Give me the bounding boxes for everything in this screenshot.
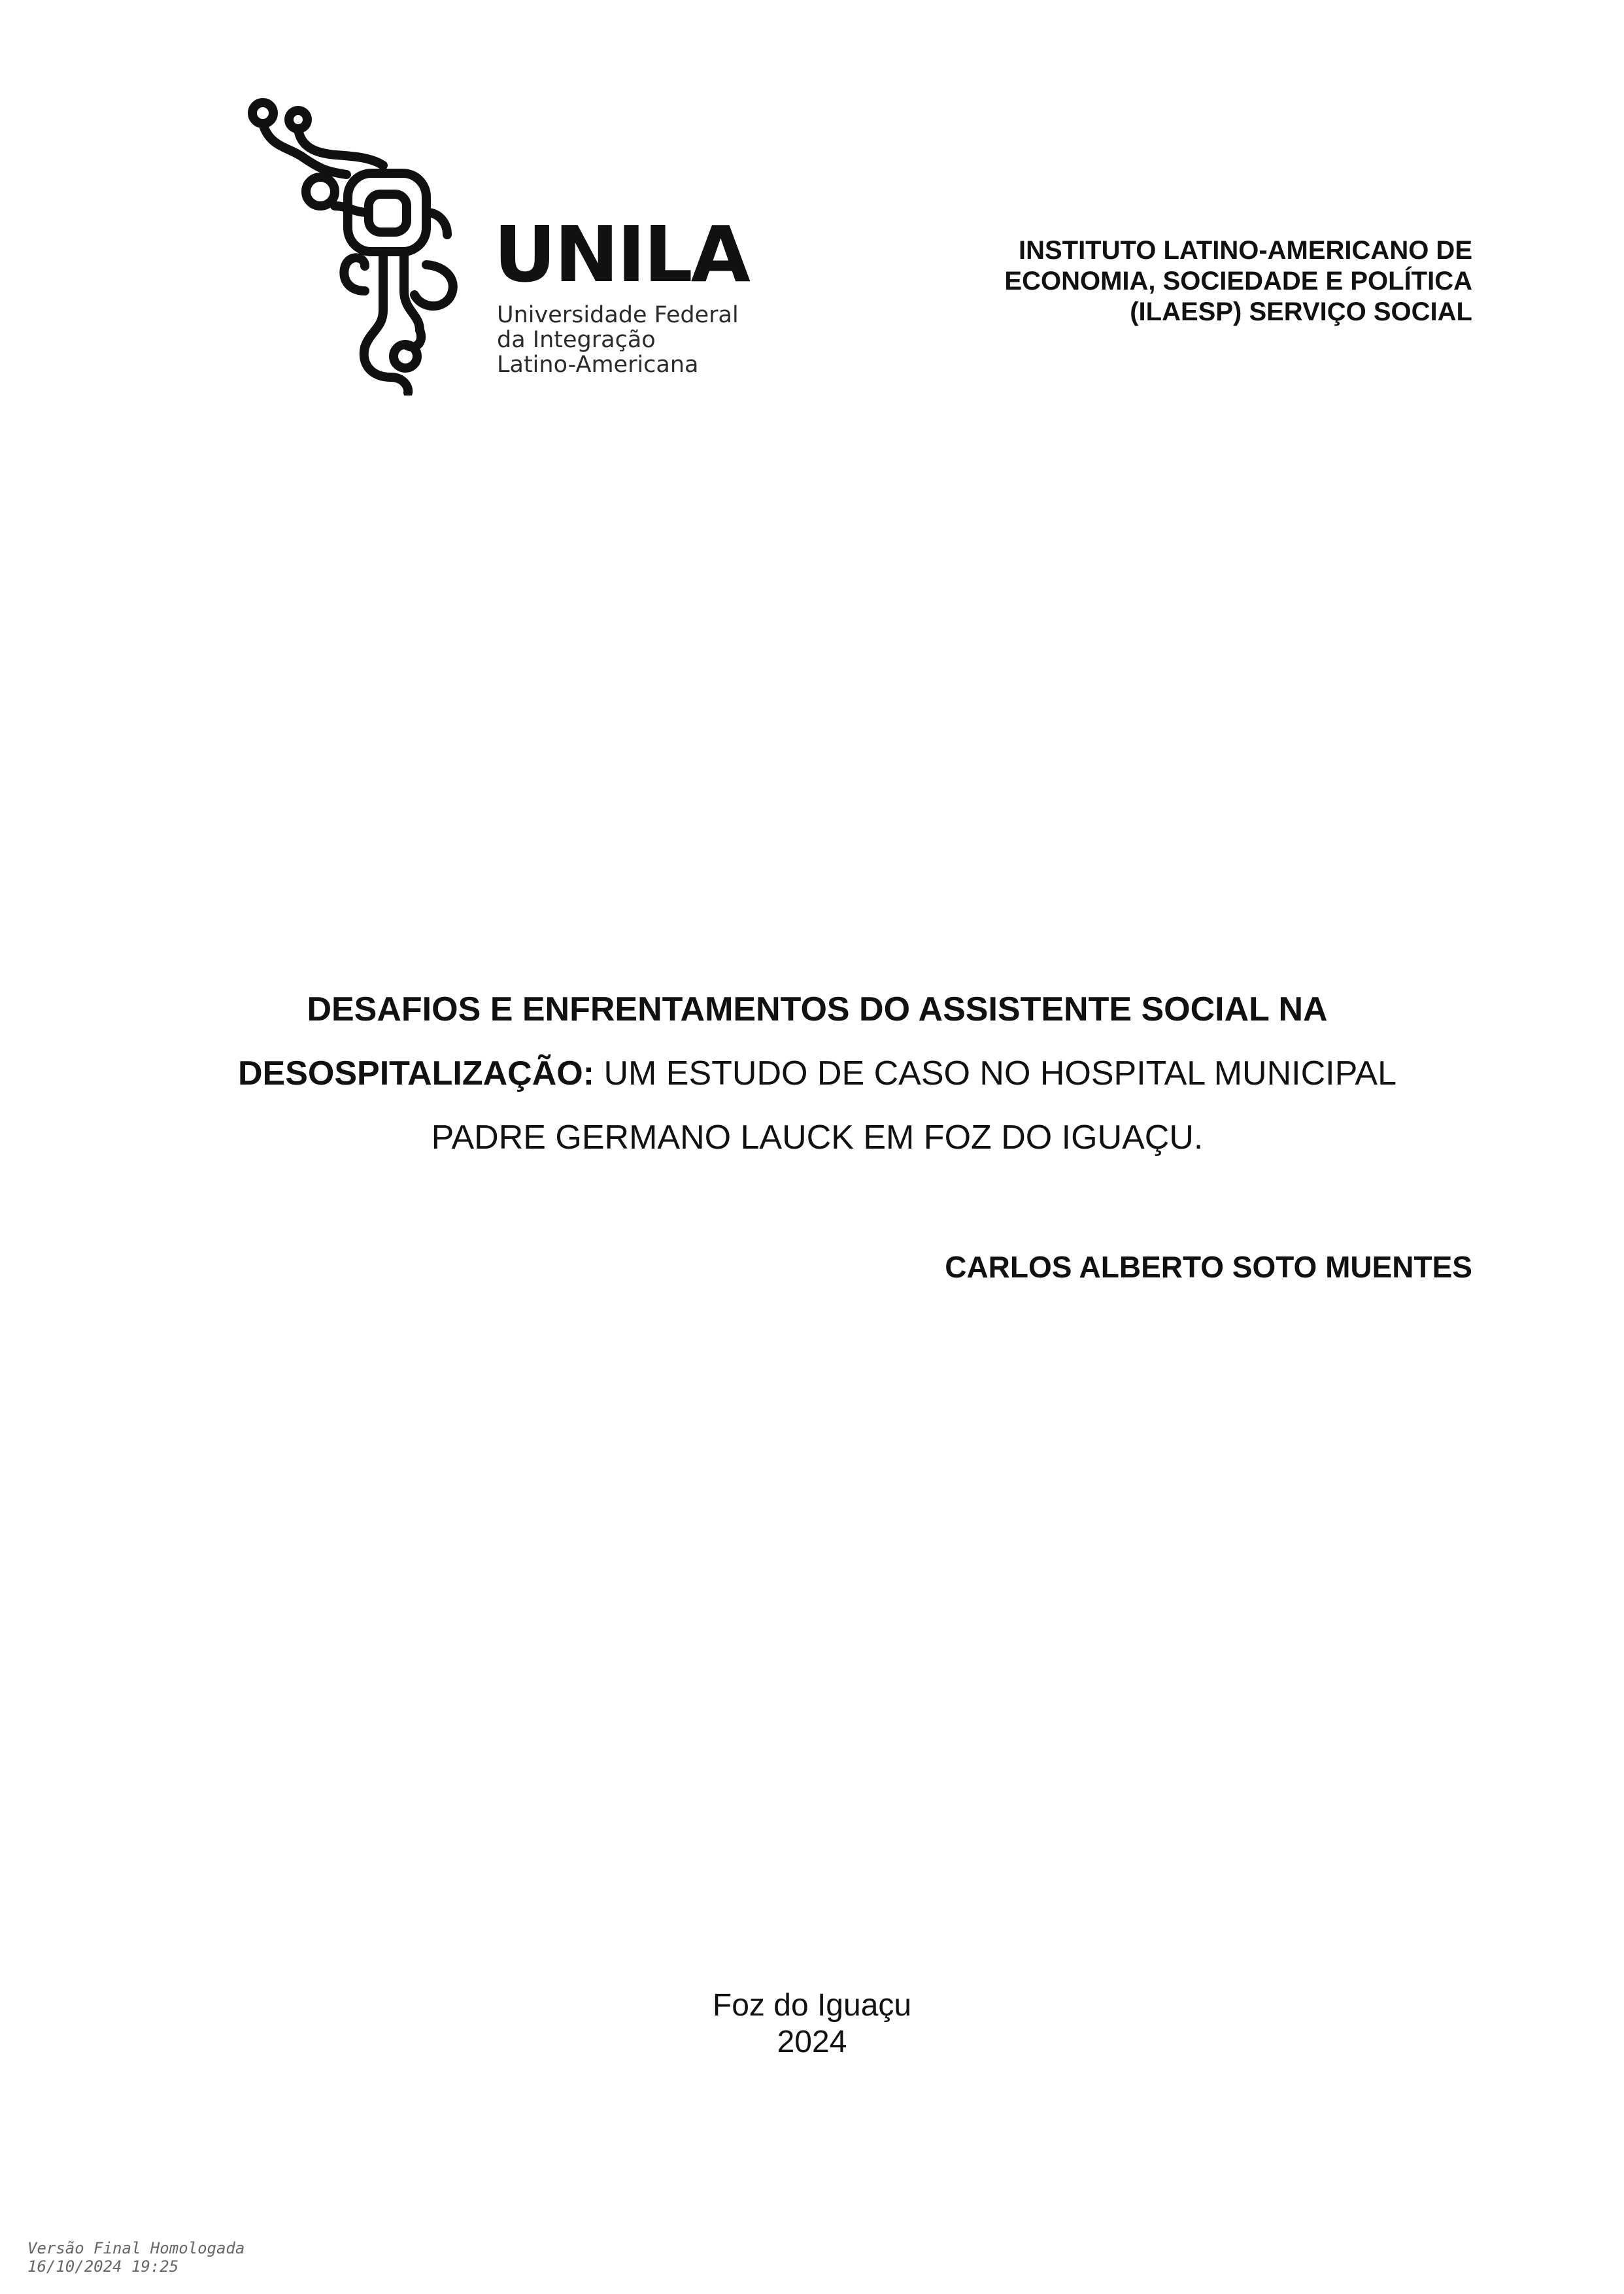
logo-subtitle-line: Latino-Americana: [497, 352, 699, 378]
place: Foz do Iguaçu: [712, 1988, 912, 2023]
title-line-1: [196, 977, 1438, 1041]
logo-subtitle-line: Universidade Federal: [497, 302, 739, 328]
institute-line: ECONOMIA, SOCIEDADE E POLÍTICA: [1004, 267, 1472, 295]
stamp-line-2: 16/10/2024 19:25: [27, 2257, 179, 2276]
institute-line: INSTITUTO LATINO-AMERICANO DE: [1018, 236, 1472, 265]
place-year: [0, 1987, 1624, 2061]
document-title: [196, 977, 1438, 1170]
title-line-3: PADRE GERMANO LAUCK EM FOZ DO IGUAÇU.: [431, 1119, 1204, 1156]
logo-wordmark: UNILA: [494, 209, 749, 299]
version-stamp: [27, 2239, 245, 2276]
unila-logo: [243, 95, 749, 396]
stamp-line-1: Versão Final Homologada: [27, 2239, 245, 2257]
institute-line: (ILAESP) SERVIÇO SOCIAL: [1130, 297, 1472, 326]
title-bold-term: DESOSPITALIZAÇÃO:: [237, 1054, 595, 1092]
unila-knot-icon: [243, 95, 492, 396]
logo-subtitle-line: da Integração: [497, 327, 656, 353]
title-line-2-rest: UM ESTUDO DE CASO NO HOSPITAL MUNICIPAL: [594, 1054, 1397, 1092]
logo-subtitle: [497, 303, 739, 377]
title-line-2: [196, 1041, 1438, 1105]
title-line-1-text: DESAFIOS E ENFRENTAMENTOS DO ASSISTENTE SOCIAL NA: [307, 990, 1328, 1028]
year: 2024: [777, 2025, 847, 2059]
author-name: CARLOS ALBERTO SOTO MUENTES: [945, 1250, 1472, 1284]
institute-header: [753, 235, 1472, 328]
